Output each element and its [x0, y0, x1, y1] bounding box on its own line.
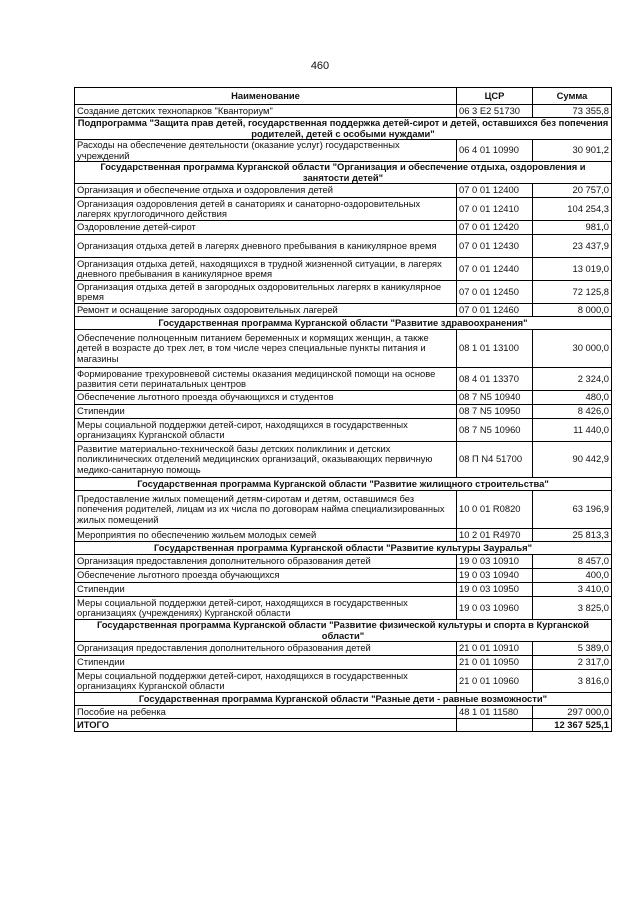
table-row: [75, 491, 612, 529]
row-name: Пособие на ребенка: [75, 706, 457, 719]
row-code: 08 1 01 13100: [457, 330, 533, 368]
table-row: [75, 597, 612, 620]
row-sum: 30 000,0: [533, 330, 612, 368]
table-row: [75, 656, 612, 670]
section-title: Подпрограмма "Защита прав детей, государственная поддержка детей-сирот и детей, оставшихся без попечения родителей, детей с особыми нуждами": [75, 118, 612, 140]
row-name: ИТОГО: [75, 719, 457, 732]
section-row: [75, 162, 612, 184]
row-code: 08 7 N5 10960: [457, 419, 533, 442]
row-name: Ремонт и оснащение загородных оздоровительных лагерей: [75, 304, 457, 317]
section-title: Государственная программа Курганской области "Организация и обеспечение отдыха, оздоровления и занятости детей": [75, 162, 612, 184]
row-sum: 25 813,3: [533, 529, 612, 542]
row-name: Организация отдыха детей, находящихся в трудной жизненной ситуации, в лагерях дневного пребывания в каникулярное время: [75, 258, 457, 281]
row-code: 19 0 03 10960: [457, 597, 533, 620]
row-name: Расходы на обеспечение деятельности (оказание услуг) государственных учреждений: [75, 140, 457, 162]
row-sum: 23 437,9: [533, 235, 612, 258]
row-code: 07 0 01 12440: [457, 258, 533, 281]
row-code: 07 0 01 12400: [457, 184, 533, 198]
header-name: Наименование: [75, 88, 457, 105]
page-number: 460: [310, 60, 330, 72]
row-code: 07 0 01 12430: [457, 235, 533, 258]
row-code: 07 0 01 12410: [457, 198, 533, 221]
row-sum: 13 019,0: [533, 258, 612, 281]
table-row: [75, 529, 612, 542]
row-code: [457, 719, 533, 732]
table-row: [75, 442, 612, 478]
row-name: Организация отдыха детей в лагерях дневного пребывания в каникулярное время: [75, 235, 457, 258]
table-row: [75, 330, 612, 368]
row-name: Мероприятия по обеспечению жильем молодых семей: [75, 529, 457, 542]
row-sum: 30 901,2: [533, 140, 612, 162]
section-title: Государственная программа Курганской области "Развитие здравоохранения": [75, 317, 612, 330]
row-name: Меры социальной поддержки детей-сирот, находящихся в государственных организациях (учреждениях) Курганской области: [75, 597, 457, 620]
table-row: [75, 405, 612, 419]
table-row: [75, 221, 612, 235]
row-sum: 20 757,0: [533, 184, 612, 198]
table-row: [75, 258, 612, 281]
section-title: Государственная программа Курганской области "Развитие культуры Зауралья": [75, 542, 612, 555]
row-sum: 12 367 525,1: [533, 719, 612, 732]
row-name: Организация и обеспечение отдыха и оздоровления детей: [75, 184, 457, 198]
row-name: Организация предоставления дополнительного образования детей: [75, 642, 457, 656]
row-name: Меры социальной поддержки детей-сирот, находящихся в государственных организациях Курганской области: [75, 670, 457, 693]
row-name: Формирование трехуровневой системы оказания медицинской помощи на основе развития сети перинатальных центров: [75, 368, 457, 391]
table-row: [75, 281, 612, 304]
row-name: Стипендии: [75, 405, 457, 419]
row-sum: 981,0: [533, 221, 612, 235]
table-row: [75, 368, 612, 391]
row-name: Оздоровление детей-сирот: [75, 221, 457, 235]
section-title: Государственная программа Курганской области "Развитие жилищного строительства": [75, 478, 612, 491]
table-row: [75, 419, 612, 442]
row-code: 19 0 03 10950: [457, 583, 533, 597]
row-code: 19 0 03 10940: [457, 569, 533, 583]
table-body: [75, 105, 612, 732]
header-sum: Сумма: [533, 88, 612, 105]
row-sum: 90 442,9: [533, 442, 612, 478]
row-sum: 400,0: [533, 569, 612, 583]
total-row: [75, 719, 612, 732]
section-title: Государственная программа Курганской области "Развитие физической культуры и спорта в Курганской области": [75, 620, 612, 642]
row-name: Стипендии: [75, 656, 457, 670]
row-sum: 3 825,0: [533, 597, 612, 620]
table-row: [75, 184, 612, 198]
table-header: [75, 88, 612, 105]
header-code: ЦСР: [457, 88, 533, 105]
row-code: 21 0 01 10910: [457, 642, 533, 656]
row-name: Организация оздоровления детей в санаториях и санаторно-оздоровительных лагерях круглогодичного действия: [75, 198, 457, 221]
table-row: [75, 140, 612, 162]
table-row: [75, 304, 612, 317]
table-row: [75, 569, 612, 583]
section-row: [75, 118, 612, 140]
row-code: 08 П N4 51700: [457, 442, 533, 478]
row-code: 10 0 01 R0820: [457, 491, 533, 529]
table-row: [75, 555, 612, 569]
row-name: Организация отдыха детей в загородных оздоровительных лагерях в каникулярное время: [75, 281, 457, 304]
row-sum: 480,0: [533, 391, 612, 405]
row-sum: 11 440,0: [533, 419, 612, 442]
row-sum: 104 254,3: [533, 198, 612, 221]
table-row: [75, 105, 612, 118]
row-name: Развитие материально-технической базы детских поликлиник и детских поликлинических отделений медицинских организаций, оказывающих первичную медико-санитарную помощь: [75, 442, 457, 478]
row-sum: 3 410,0: [533, 583, 612, 597]
section-row: [75, 693, 612, 706]
row-sum: 297 000,0: [533, 706, 612, 719]
row-code: 08 4 01 13370: [457, 368, 533, 391]
section-row: [75, 478, 612, 491]
section-title: Государственная программа Курганской области "Разные дети - равные возможности": [75, 693, 612, 706]
table-row: [75, 235, 612, 258]
row-name: Обеспечение полноценным питанием беременных и кормящих женщин, а также детей в возрасте до трех лет, в том числе через специальные пункты питания и магазины: [75, 330, 457, 368]
row-code: 08 7 N5 10940: [457, 391, 533, 405]
row-name: Меры социальной поддержки детей-сирот, находящихся в государственных организациях Курганской области: [75, 419, 457, 442]
row-sum: 63 196,9: [533, 491, 612, 529]
row-name: Стипендии: [75, 583, 457, 597]
row-sum: 8 426,0: [533, 405, 612, 419]
row-code: 21 0 01 10960: [457, 670, 533, 693]
row-name: Обеспечение льготного проезда обучающихся и студентов: [75, 391, 457, 405]
row-name: Обеспечение льготного проезда обучающихся: [75, 569, 457, 583]
table-row: [75, 642, 612, 656]
header-row: [75, 88, 612, 105]
row-sum: 73 355,8: [533, 105, 612, 118]
section-row: [75, 620, 612, 642]
row-name: Предоставление жилых помещений детям-сиротам и детям, оставшимся без попечения родителей, лицам из их числа по договорам найма специализированных жилых помещений: [75, 491, 457, 529]
table-row: [75, 198, 612, 221]
row-sum: 8 457,0: [533, 555, 612, 569]
row-sum: 5 389,0: [533, 642, 612, 656]
row-sum: 72 125,8: [533, 281, 612, 304]
row-code: 06 4 01 10990: [457, 140, 533, 162]
row-sum: 2 324,0: [533, 368, 612, 391]
row-sum: 8 000,0: [533, 304, 612, 317]
section-row: [75, 542, 612, 555]
row-code: 21 0 01 10950: [457, 656, 533, 670]
row-code: 06 3 E2 51730: [457, 105, 533, 118]
table-row: [75, 706, 612, 719]
row-code: 19 0 03 10910: [457, 555, 533, 569]
row-code: 07 0 01 12460: [457, 304, 533, 317]
row-sum: 2 317,0: [533, 656, 612, 670]
table-row: [75, 391, 612, 405]
table-row: [75, 670, 612, 693]
row-code: 08 7 N5 10950: [457, 405, 533, 419]
section-row: [75, 317, 612, 330]
row-code: 10 2 01 R4970: [457, 529, 533, 542]
row-name: Организация предоставления дополнительного образования детей: [75, 555, 457, 569]
row-code: 07 0 01 12420: [457, 221, 533, 235]
budget-table: [74, 87, 612, 732]
row-sum: 3 816,0: [533, 670, 612, 693]
row-code: 48 1 01 11580: [457, 706, 533, 719]
row-code: 07 0 01 12450: [457, 281, 533, 304]
row-name: Создание детских технопарков "Кванториум": [75, 105, 457, 118]
table-row: [75, 583, 612, 597]
